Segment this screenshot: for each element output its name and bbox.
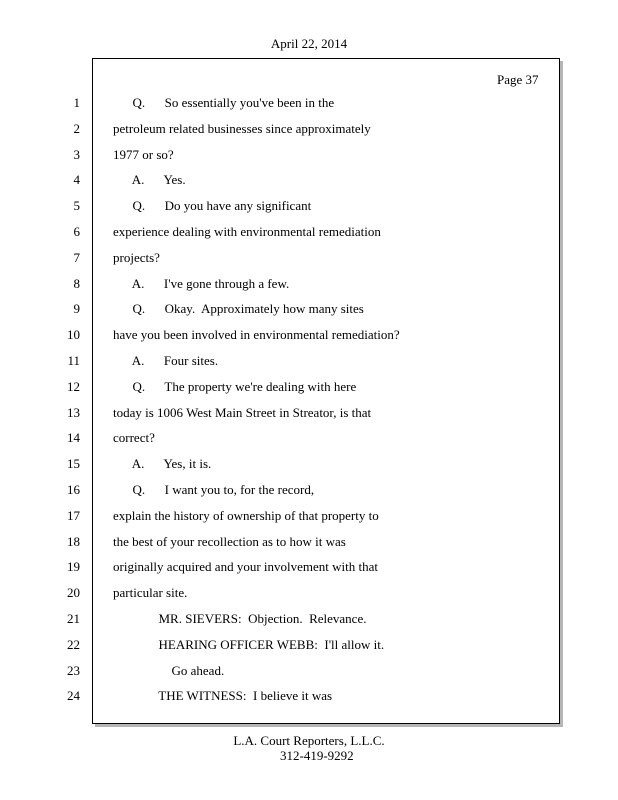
transcript-line: A. I've gone through a few. [113,276,290,291]
line-number: 10 [67,327,80,342]
transcript-line: A. Four sites. [113,353,219,368]
line-number: 24 [67,688,80,703]
line-number: 3 [73,147,80,162]
transcript-line: originally acquired and your involvement with that [113,559,378,574]
line-number: 18 [67,534,80,549]
line-number: 17 [67,508,80,523]
transcript-line: MR. SIEVERS: Objection. Relevance. [113,611,367,626]
transcript-line: explain the history of ownership of that property to [113,508,379,523]
transcript-line: A. Yes, it is. [113,456,212,471]
line-number: 14 [67,430,80,445]
line-number: 15 [67,456,80,471]
transcript-line: Q. So essentially you've been in the [113,95,335,110]
transcript-line: A. Yes. [113,172,186,187]
line-number: 5 [73,198,80,213]
line-number: 21 [67,611,80,626]
line-number: 2 [73,121,80,136]
header-date: April 22, 2014 [270,36,348,51]
transcript-line: THE WITNESS: I believe it was [113,688,333,703]
line-number: 16 [67,482,80,497]
line-number: 22 [67,637,80,652]
transcript-line: Q. Do you have any significant [113,198,312,213]
line-number: 20 [67,585,80,600]
transcript-line: HEARING OFFICER WEBB: I'll allow it. [113,637,385,652]
transcript-line: Q. I want you to, for the record, [113,482,315,497]
transcript-line: petroleum related businesses since approximately [113,121,371,136]
line-number: 12 [67,379,80,394]
line-number: 19 [67,559,80,574]
line-number: 11 [67,353,80,368]
transcript-line: have you been involved in environmental remediation? [113,327,400,342]
line-number: 4 [73,172,80,187]
page-number: Page 37 [497,72,539,87]
line-number: 7 [73,250,80,265]
line-number: 8 [73,276,80,291]
transcript-line: 1977 or so? [113,147,174,162]
transcript-line: projects? [113,250,160,265]
line-number: 1 [73,95,80,110]
transcript-line: today is 1006 West Main Street in Streator, is that [113,405,372,420]
footer-company: L.A. Court Reporters, L.L.C. [233,733,385,748]
transcript-line: Go ahead. [113,663,225,678]
transcript-line: the best of your recollection as to how it was [113,534,346,549]
line-number: 13 [67,405,80,420]
transcript-line: particular site. [113,585,188,600]
line-number: 6 [73,224,80,239]
transcript-line: experience dealing with environmental remediation [113,224,381,239]
transcript-line: Q. Okay. Approximately how many sites [113,301,364,316]
line-number: 23 [67,663,80,678]
transcript-line: correct? [113,430,155,445]
footer-phone: 312-419-9292 [280,748,354,763]
transcript-line: Q. The property we're dealing with here [113,379,357,394]
line-number: 9 [73,301,80,316]
